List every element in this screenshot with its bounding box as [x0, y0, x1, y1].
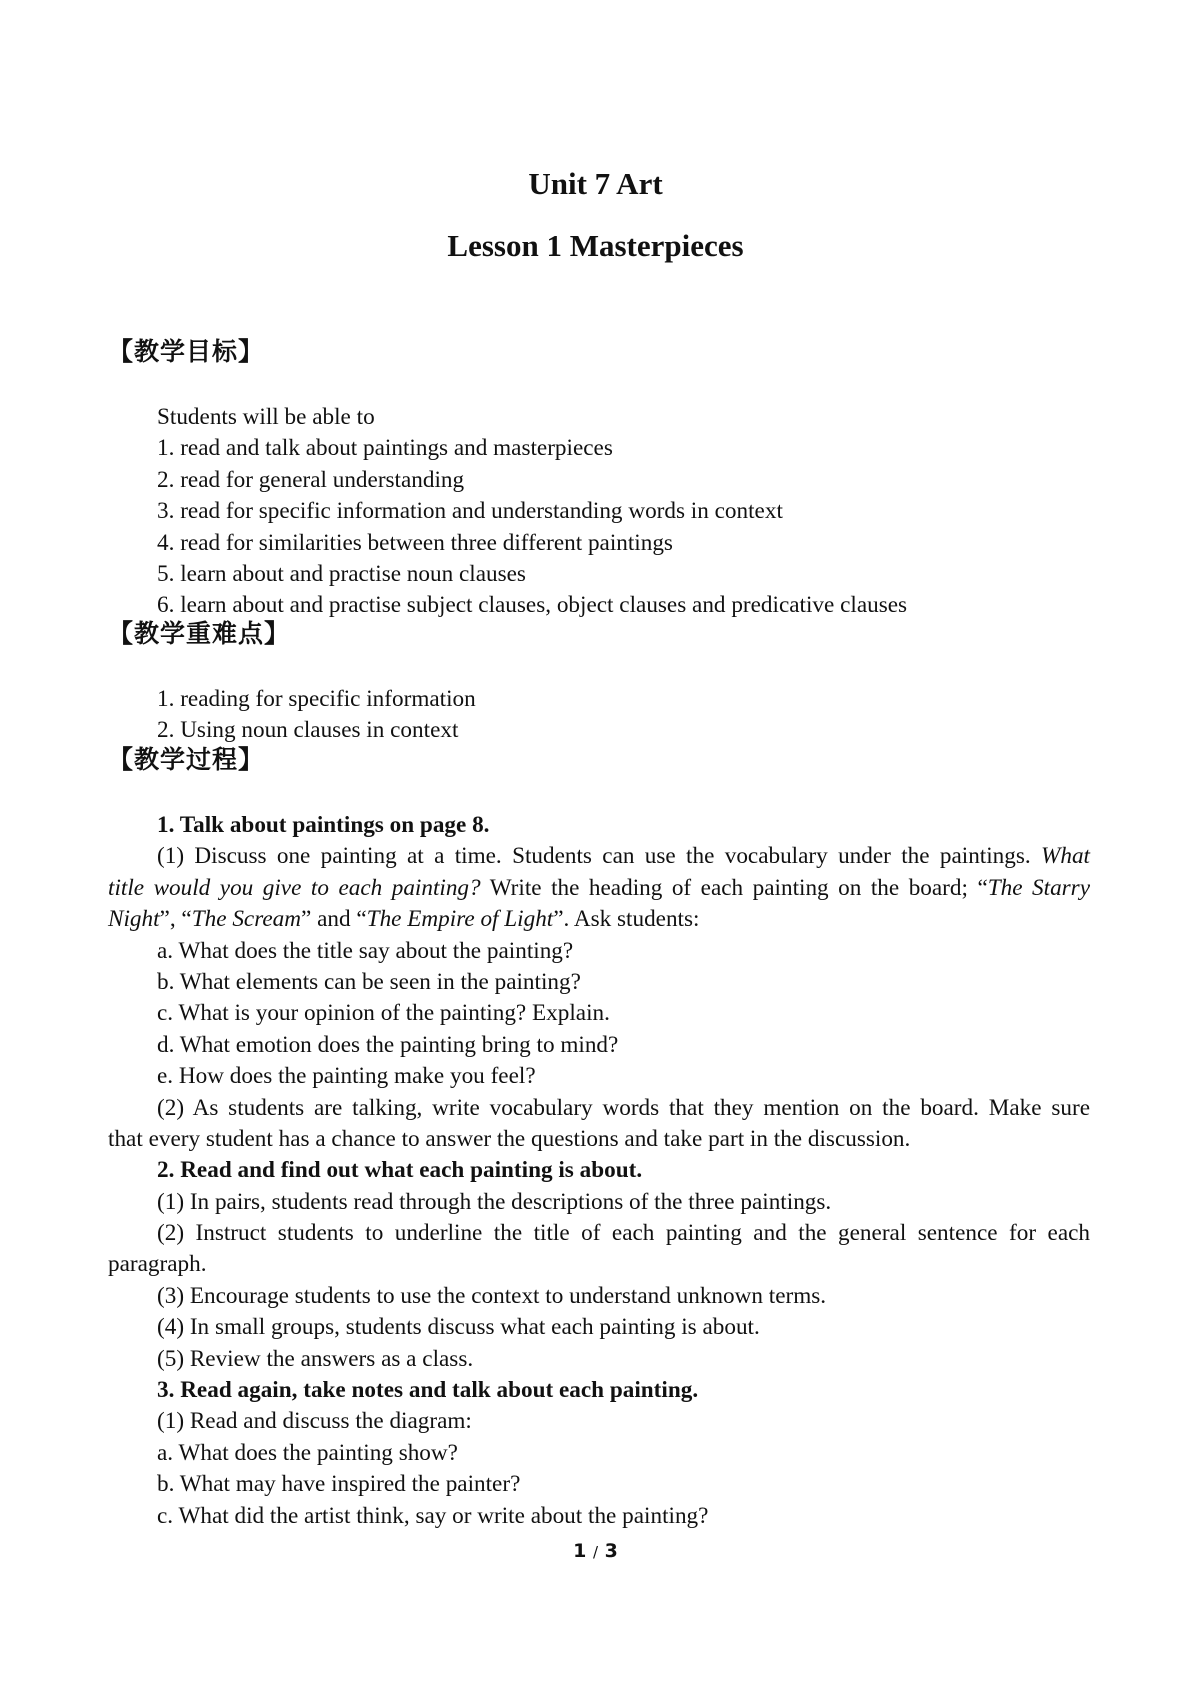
step2-item-line1: (2) Instruct students to underline the title of each painting and the general sentence for each: [157, 1220, 1090, 1247]
step2-item: (3) Encourage students to use the context to understand unknown terms.: [157, 1282, 827, 1309]
step1-title: 1. Talk about paintings on page 8.: [157, 812, 490, 838]
key-points-heading: 【教学重难点】: [108, 619, 291, 648]
lesson-title: Lesson 1 Masterpieces: [447, 228, 744, 263]
step1-paragraph1-line3: Night”, “The Scream” and “The Empire of Light”. Ask students:: [108, 906, 700, 933]
key-point-item: 2. Using noun clauses in context: [157, 717, 459, 744]
objectives-list: [0, 402, 1191, 622]
objective-item: 2. read for general understanding: [157, 466, 465, 493]
step3-item: (1) Read and discuss the diagram:: [157, 1408, 472, 1435]
step1-paragraph1-line2: title would you give to each painting? Write the heading of each painting on the board; “The Starry: [108, 874, 1090, 901]
objectives-heading: 【教学目标】: [108, 337, 265, 366]
step3-title: 3. Read again, take notes and talk about each painting.: [157, 1377, 699, 1404]
objective-item: 3. read for specific information and understanding words in context: [157, 498, 783, 525]
step1-paragraph2-line1: (2) As students are talking, write vocabulary words that they mention on the board. Make sure: [157, 1094, 1090, 1121]
step2-title: 2. Read and find out what each painting is about.: [157, 1157, 643, 1184]
step1-paragraph2-line2: that every student has a chance to answer the questions and take part in the discussion.: [108, 1125, 911, 1152]
process-heading: 【教学过程】: [108, 745, 265, 774]
step2-item: (4) In small groups, students discuss what each painting is about.: [157, 1314, 760, 1341]
objective-intro: Students will be able to: [157, 404, 375, 430]
step2-item: (1) In pairs, students read through the descriptions of the three paintings.: [157, 1188, 832, 1215]
unit-title: Unit 7 Art: [528, 166, 663, 201]
step1-paragraph1-line1: (1) Discuss one painting at a time. Students can use the vocabulary under the paintings. What: [157, 843, 1090, 870]
objective-item: 4. read for similarities between three different paintings: [157, 529, 673, 556]
step3-item: a. What does the painting show?: [157, 1439, 458, 1466]
discussion-question: d. What emotion does the painting bring to mind?: [157, 1031, 619, 1058]
objective-item: 6. learn about and practise subject clauses, object clauses and predicative clauses: [157, 592, 908, 619]
key-point-item: 1. reading for specific information: [157, 686, 476, 712]
step2-item-line2: paragraph.: [108, 1251, 207, 1278]
step2-item: (5) Review the answers as a class.: [157, 1345, 474, 1372]
discussion-question: b. What elements can be seen in the painting?: [157, 968, 581, 995]
page-number: 1 / 3: [573, 1540, 618, 1562]
step3-item: c. What did the artist think, say or write about the painting?: [157, 1502, 709, 1529]
discussion-question: a. What does the title say about the painting?: [157, 937, 574, 964]
discussion-question: e. How does the painting make you feel?: [157, 1063, 536, 1090]
step3-item: b. What may have inspired the painter?: [157, 1471, 521, 1498]
objective-item: 1. read and talk about paintings and masterpieces: [157, 435, 613, 462]
process-body: [0, 810, 1191, 1532]
objective-item: 5. learn about and practise noun clauses: [157, 560, 526, 587]
discussion-question: c. What is your opinion of the painting? Explain.: [157, 1000, 610, 1027]
key-points-list: [0, 684, 1191, 747]
